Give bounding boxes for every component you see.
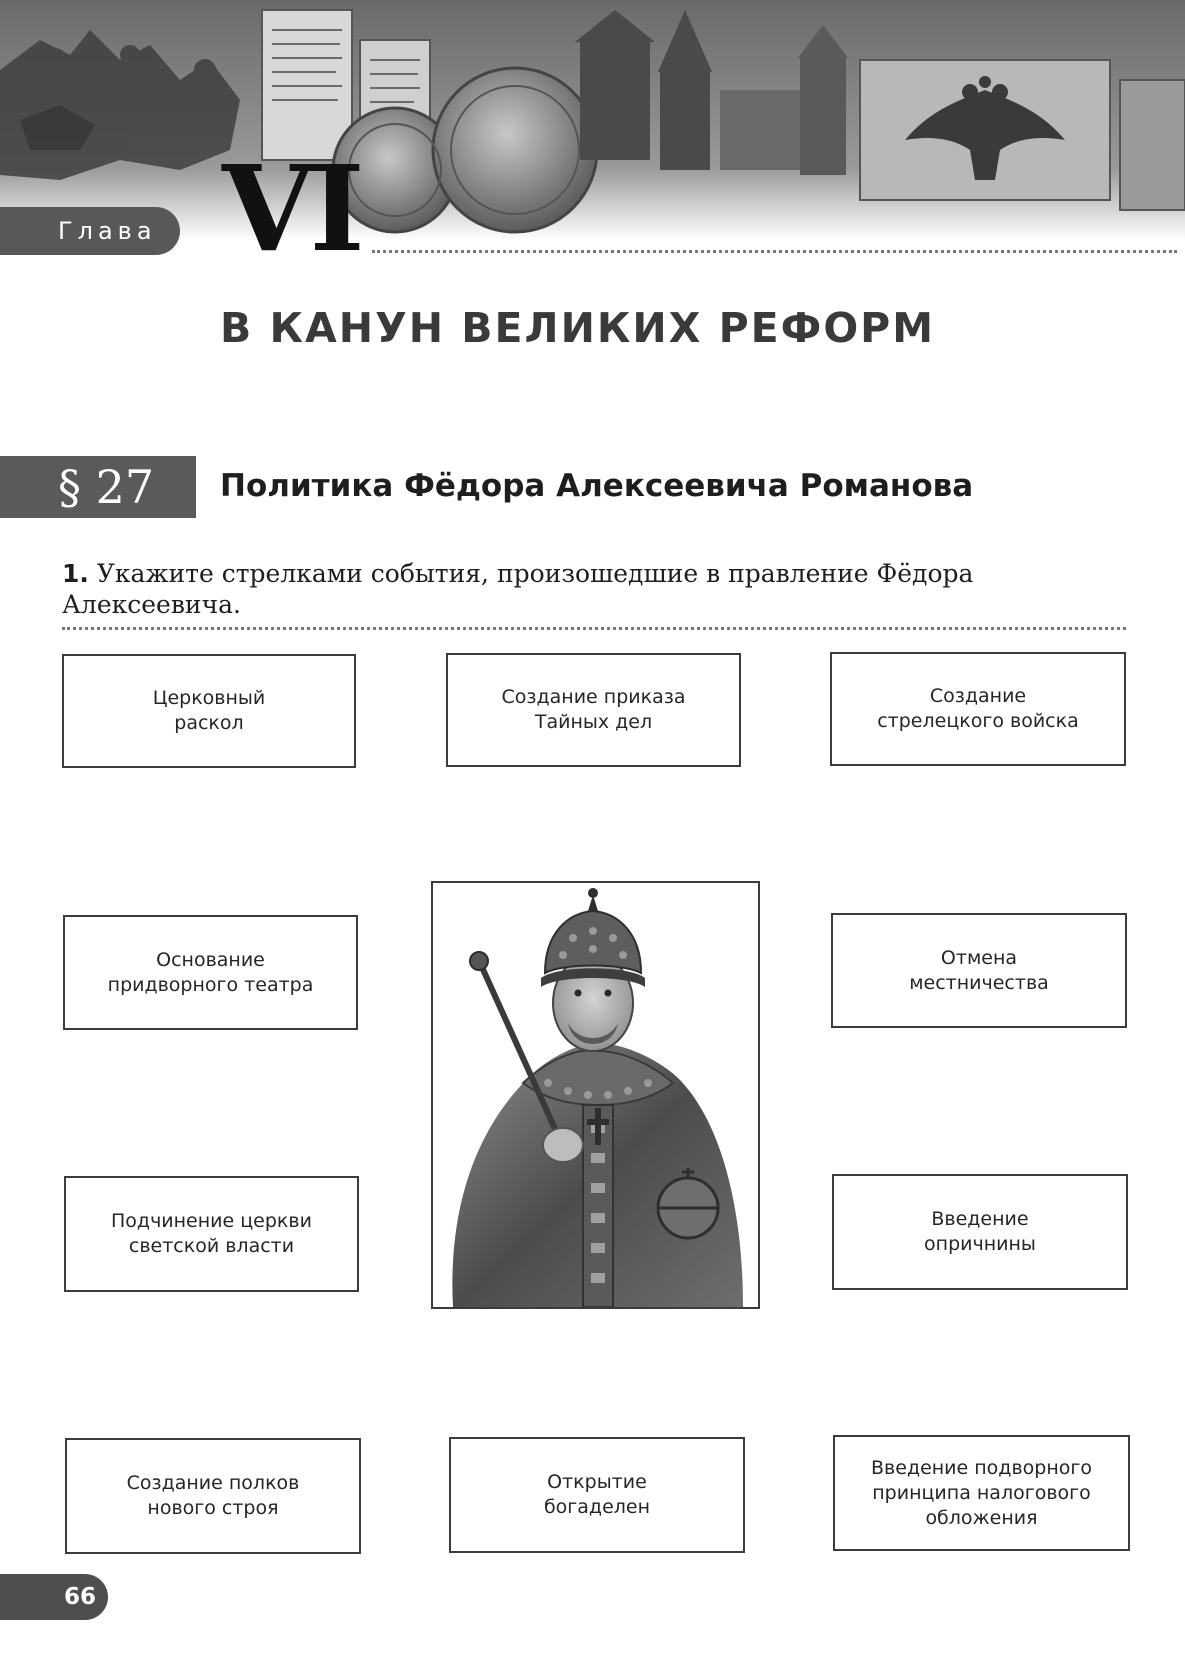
event-box-almshouses[interactable] (449, 1437, 745, 1553)
page-number: 66 (64, 1584, 97, 1610)
banner-dotted-divider (372, 250, 1177, 253)
event-label: Церковный раскол (152, 687, 266, 734)
task-instruction (62, 558, 1062, 620)
task-dotted-divider (62, 627, 1126, 630)
event-label: Создание стрелецкого войска (877, 685, 1079, 732)
event-label: Основание придворного театра (107, 948, 314, 996)
tsar-portrait (431, 881, 760, 1309)
task-number: 1. (62, 559, 89, 588)
chapter-number: VI (222, 139, 361, 278)
event-label: Создание приказа Тайных дел (501, 686, 686, 733)
event-label: Введение опричнины (924, 1208, 1036, 1255)
event-label: Введение подворного принципа налогового обложения (871, 1456, 1092, 1529)
section-title: Политика Фёдора Алексеевича Романова (220, 468, 974, 504)
event-box-church-subordination[interactable] (64, 1176, 359, 1292)
event-label: Открытие богаделен (543, 1471, 651, 1518)
event-label: Создание полков нового строя (126, 1472, 300, 1519)
section-number: § 27 (58, 460, 155, 514)
task-text: Укажите стрелками события, произошедшие в правление Фёдора Алексеевича. (62, 559, 974, 619)
chapter-banner-collage (0, 0, 1185, 240)
event-box-secret-affairs-office[interactable] (446, 653, 741, 767)
event-label: Подчинение церкви светской власти (111, 1210, 312, 1257)
event-box-court-theatre[interactable] (63, 915, 358, 1030)
event-box-church-schism[interactable] (62, 654, 356, 768)
event-label: Отмена местничества (909, 946, 1049, 994)
event-box-abolition-mestnichestvo[interactable] (831, 913, 1127, 1028)
event-box-household-tax[interactable] (833, 1435, 1130, 1551)
event-box-streltsy-army[interactable] (830, 652, 1126, 766)
event-box-new-order-regiments[interactable] (65, 1438, 361, 1554)
chapter-title: В КАНУН ВЕЛИКИХ РЕФОРМ (220, 304, 936, 352)
event-box-oprichnina[interactable] (832, 1174, 1128, 1290)
chapter-label: Глава (0, 207, 180, 255)
